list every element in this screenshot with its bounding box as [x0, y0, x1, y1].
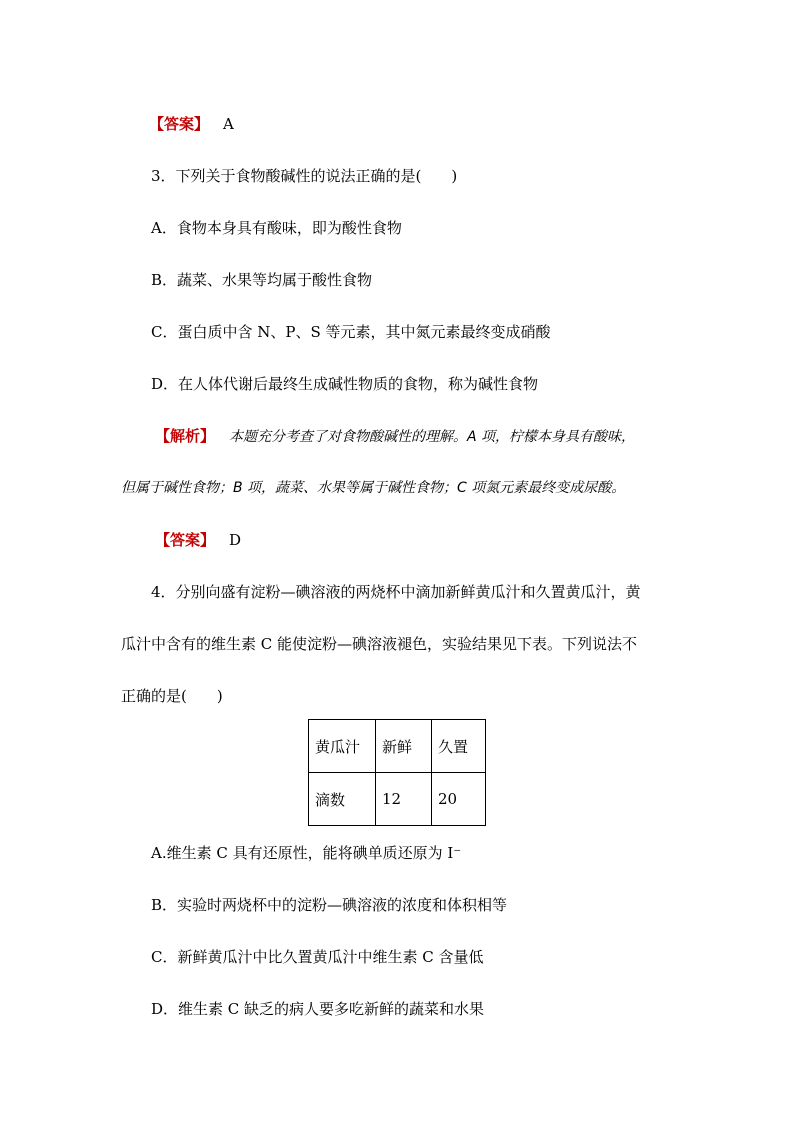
question-4-option-a: A.维生素 C 具有还原性，能将碘单质还原为 I⁻ [151, 844, 462, 862]
question-4-option-b: B．实验时两烧杯中的淀粉—碘溶液的浓度和体积相等 [151, 896, 508, 914]
table-cell: 滴数 [309, 773, 376, 826]
answer-line-1 [149, 114, 234, 134]
question-4-option-c: C．新鲜黄瓜汁中比久置黄瓜汁中维生素 C 含量低 [151, 948, 484, 966]
answer-value: D [229, 531, 242, 549]
question-3-option-b: B．蔬菜、水果等均属于酸性食物 [151, 271, 373, 289]
analysis-text-1: 本题充分考查了对食物酸碱性的理解。A 项，柠檬本身具有酸味， [229, 429, 636, 445]
answer-tag: 【答案】 [155, 531, 216, 549]
table-cell: 20 [432, 773, 486, 826]
question-3-option-d: D．在人体代谢后最终生成碱性物质的食物，称为碱性食物 [151, 375, 539, 393]
question-4-stem-line-1: 4．分别向盛有淀粉—碘溶液的两烧杯中滴加新鲜黄瓜汁和久置黄瓜汁，黄 [151, 583, 641, 601]
table-cell: 黄瓜汁 [309, 720, 376, 773]
question-4-stem-line-3: 正确的是( ) [121, 687, 223, 705]
table-row [309, 773, 486, 826]
answer-value: A [223, 115, 234, 133]
question-3-stem: 3．下列关于食物酸碱性的说法正确的是( ) [151, 167, 458, 185]
answer-line-2 [155, 530, 241, 550]
result-table [308, 719, 486, 826]
question-4-stem-line-2: 瓜汁中含有的维生素 C 能使淀粉—碘溶液褪色，实验结果见下表。下列说法不 [121, 635, 638, 653]
analysis-line-1 [155, 426, 635, 447]
question-3-option-a: A．食物本身具有酸味，即为酸性食物 [151, 219, 402, 237]
answer-tag: 【答案】 [149, 115, 210, 133]
table-cell: 久置 [432, 720, 486, 773]
table-cell: 12 [376, 773, 432, 826]
table-cell: 新鲜 [376, 720, 432, 773]
analysis-tag: 【解析】 [155, 427, 216, 445]
table-row [309, 720, 486, 773]
analysis-line-2: 但属于碱性食物；B 项，蔬菜、水果等属于碱性食物；C 项氮元素最终变成尿酸。 [121, 480, 626, 496]
question-3-option-c: C．蛋白质中含 N、P、S 等元素，其中氮元素最终变成硝酸 [151, 323, 551, 341]
question-4-option-d: D．维生素 C 缺乏的病人要多吃新鲜的蔬菜和水果 [151, 1000, 485, 1018]
